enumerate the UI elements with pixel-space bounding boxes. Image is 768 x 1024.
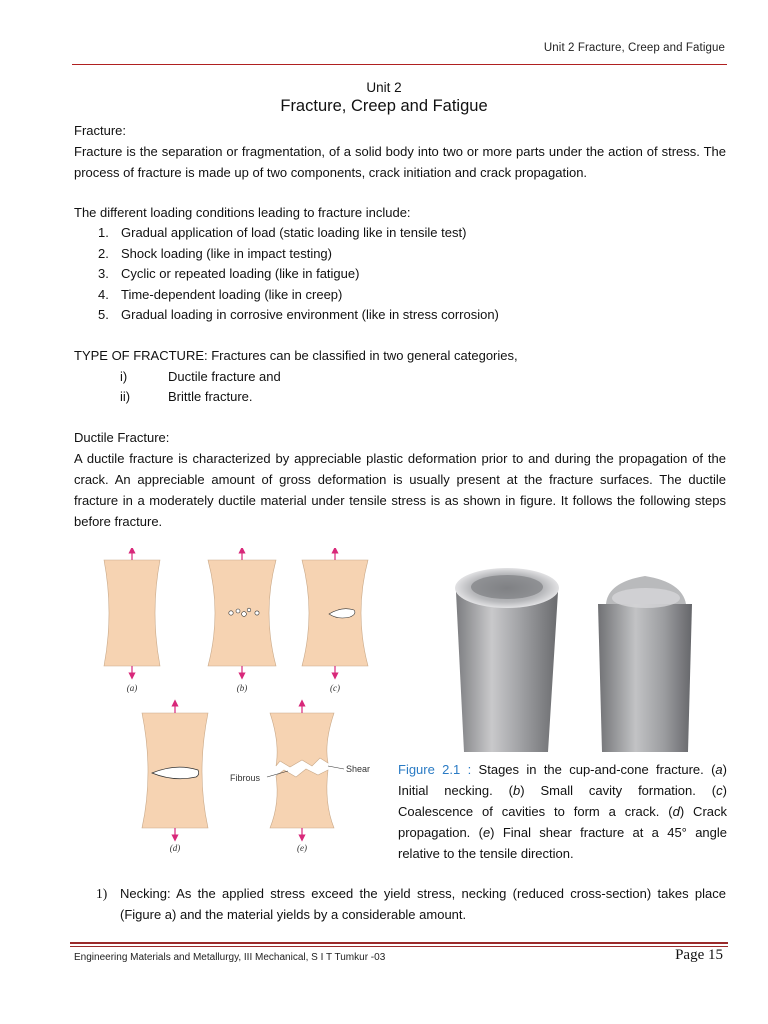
loading-intro: The different loading conditions leading to fracture include:: [74, 205, 411, 220]
loading-item: 1. Gradual application of load (static loading like in tensile test): [98, 225, 467, 240]
footer-text: Engineering Materials and Metallurgy, III Mechanical, S I T Tumkur -03: [74, 952, 386, 963]
label-fibrous: Fibrous: [230, 773, 261, 783]
specimen-d: [142, 703, 208, 853]
figure-ref: Figure 2.1 :: [398, 762, 472, 777]
unit-label: Unit 2: [366, 80, 402, 95]
loading-item: 2. Shock loading (like in impact testing): [98, 246, 332, 261]
header-rule: [72, 64, 727, 65]
cup-specimen: [455, 568, 559, 752]
specimen-e: [230, 703, 370, 853]
fracture-types-line: TYPE OF FRACTURE: Fractures can be classified in two general categories,: [74, 348, 518, 363]
step-item: [74, 883, 726, 925]
label-e: (e): [297, 843, 307, 853]
cone-specimen: [598, 576, 692, 752]
loading-item: 5. Gradual loading in corrosive environment (like in stress corrosion): [98, 307, 499, 322]
step-number: 1): [96, 886, 108, 901]
specimen-c: [302, 550, 368, 693]
step-text: Necking: As the applied stress exceed the yield stress, necking (reduced cross-section) takes place (Figure a) and the material yields by a considerable amount.: [120, 886, 726, 922]
figure-caption: Figure 2.1 : Stages in the cup-and-cone fracture. (a) Initial necking. (b) Small cavity formation. (c) Coalescence of cavities to form a crack. (d) Crack propagation. (e) Final shear fracture at a 45° angle relative to the tensile direction.: [398, 762, 728, 861]
label-shear: Shear: [346, 764, 371, 774]
label-b: (b): [236, 683, 248, 693]
loading-item: 3. Cyclic or repeated loading (like in fatigue): [98, 266, 360, 281]
cup-cone-diagram: [92, 548, 372, 858]
fracture-specimens-photo: [420, 552, 728, 752]
specimen-a: [104, 550, 160, 693]
running-header: Unit 2 Fracture, Creep and Fatigue: [543, 42, 725, 54]
page-number: Page 15: [675, 947, 723, 963]
footer-rule-thin: [70, 946, 728, 947]
ductile-label: Ductile Fracture:: [74, 430, 170, 445]
label-a: (a): [126, 683, 138, 693]
ductile-paragraph: A ductile fracture is characterized by appreciable plastic deformation prior to and during the propagation of the crack. An appreciable amount of gross deformation is usually present at the fracture surfaces. The ductile fracture in a moderately ductile material under tensile stress is as shown in figure. It follows the following steps before fracture.: [74, 451, 726, 529]
footer-rule: [70, 942, 728, 944]
specimen-b: [208, 550, 276, 693]
fracture-label: Fracture:: [74, 123, 127, 138]
fracture-type-item: i) Ductile fracture and: [120, 369, 281, 384]
label-c: (c): [330, 683, 340, 693]
loading-item: 4. Time-dependent loading (like in creep): [98, 287, 343, 302]
label-d: (d): [169, 843, 181, 853]
fracture-paragraph: Fracture is the separation or fragmentation, of a solid body into two or more parts under the action of stress. The process of fracture is made up of two components, crack initiation and crack propagation.: [74, 144, 726, 180]
fracture-type-item: ii) Brittle fracture.: [120, 389, 253, 404]
fracture-types-label: TYPE OF FRACTURE:: [74, 348, 208, 363]
page-title: Fracture, Creep and Fatigue: [280, 97, 488, 115]
